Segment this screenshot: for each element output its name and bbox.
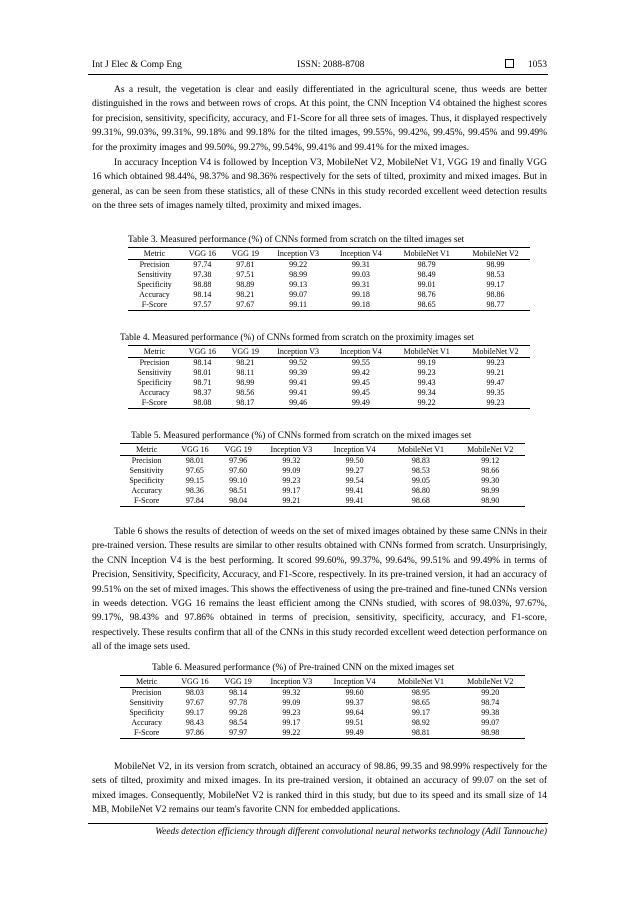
value-cell: 98.01 <box>185 456 204 465</box>
value-cell: 98.92 <box>411 718 430 727</box>
table-5 <box>120 443 525 507</box>
value-cell: 99.21 <box>486 368 505 377</box>
value-cell: 99.41 <box>289 388 308 397</box>
issn: ISSN: 2088-8708 <box>297 59 365 70</box>
table-row <box>120 496 525 507</box>
paragraph-2: In accuracy Inception V4 is followed by Inception V3, MobileNet V2, MobileNet V1, VGG 19 and finally VGG 16 which obtained 98.44%, 98.37% and 98.36% respectively for the sets of tilted, proximity and mixed images. But in general, as can be seen from these statistics, all of these CNNs in this study recorded excellent weed detection results on the three sets of images namely tilted, proximity and mixed images. <box>92 158 547 212</box>
value-cell: 99.32 <box>282 456 301 465</box>
value-cell: 97.78 <box>229 698 248 707</box>
metric-cell: Accuracy <box>131 718 162 727</box>
table-row <box>128 378 530 388</box>
value-cell: 99.54 <box>345 476 364 485</box>
table-row <box>128 300 530 311</box>
value-cell: 98.86 <box>486 290 505 299</box>
column-header: MobileNet V1 <box>386 444 455 456</box>
column-header: MobileNet V1 <box>392 248 461 260</box>
value-cell: 97.57 <box>181 300 224 311</box>
table-3 <box>128 247 530 311</box>
value-cell: 99.11 <box>267 300 330 311</box>
value-cell: 98.68 <box>386 496 455 507</box>
table-row <box>120 456 525 467</box>
table-6-caption: Table 6. Measured performance (%) of Pre-trained CNN on the mixed images set <box>152 663 455 673</box>
metric-cell: Accuracy <box>139 388 170 397</box>
value-cell: 98.21 <box>236 290 255 299</box>
value-cell: 99.32 <box>282 688 301 697</box>
value-cell: 99.42 <box>351 368 370 377</box>
metric-cell: Precision <box>131 688 162 697</box>
column-header: VGG 16 <box>181 248 224 260</box>
column-header: MobileNet V2 <box>461 248 530 260</box>
value-cell: 99.23 <box>461 398 530 409</box>
column-header: Inception V4 <box>329 346 392 358</box>
header-rule <box>88 74 548 75</box>
value-cell: 99.60 <box>345 688 364 697</box>
metric-cell: Sensitivity <box>137 270 172 279</box>
value-cell: 99.17 <box>486 280 505 289</box>
paragraph-4: MobileNet V2, in its version from scratch, obtained an accuracy of 98.86, 99.35 and 98.99% respectively for the sets of tilted, proximity and mixed images. In its pre-trained version, it obtained an accuracy of 99.07 on the set of mixed images. Consequently, MobileNet V2 is ranked third in this study, but due to its speed and its small size of 14 MB, MobileNet V2 remains our team's favorite CNN for embedded applications. <box>92 762 547 816</box>
value-cell: 98.65 <box>392 300 461 311</box>
value-cell: 99.23 <box>486 358 505 367</box>
value-cell: 97.60 <box>229 466 248 475</box>
value-cell: 98.01 <box>193 368 212 377</box>
value-cell: 99.41 <box>289 378 308 387</box>
value-cell: 99.34 <box>417 388 436 397</box>
value-cell: 99.28 <box>229 708 248 717</box>
column-header: Inception V4 <box>323 676 386 688</box>
column-header: VGG 19 <box>224 346 267 358</box>
paragraph-1: As a result, the vegetation is clear and easily differentiated in the agricultural scene, thus weeds are better distinguished in the rows and between rows of crops. At this point, the CNN Inception V4 obtained the highest scores for precision, sensitivity, specificity, accuracy, and F1-Score for all three sets of images. Thus, it displayed respectively 99.31%, 99.03%, 99.31%, 99.18% and 99.18% for the tilted images, 99.55%, 99.42%, 99.45%, 99.45% and 99.49% for the proximity images and 99.50%, 99.27%, 99.54%, 99.41% and 99.41% for the mixed images. <box>92 85 547 153</box>
table-row <box>120 718 525 728</box>
value-cell: 98.14 <box>229 688 248 697</box>
metric-cell: Sensitivity <box>129 698 164 707</box>
table-row <box>128 290 530 300</box>
column-header: MobileNet V2 <box>456 444 525 456</box>
value-cell: 99.22 <box>260 728 323 739</box>
value-cell: 98.80 <box>411 486 430 495</box>
value-cell: 99.64 <box>345 708 364 717</box>
value-cell: 99.51 <box>345 718 364 727</box>
column-header: MobileNet V1 <box>386 676 455 688</box>
running-header <box>92 57 547 73</box>
column-header: VGG 16 <box>181 346 224 358</box>
table-row <box>120 486 525 496</box>
column-header: Inception V3 <box>267 346 330 358</box>
value-cell: 98.79 <box>417 260 436 269</box>
value-cell: 99.17 <box>411 708 430 717</box>
column-header: VGG 16 <box>173 444 216 456</box>
value-cell: 97.67 <box>185 698 204 707</box>
value-cell: 98.49 <box>417 270 436 279</box>
journal-name: Int J Elec & Comp Eng <box>92 59 182 70</box>
column-header: MobileNet V1 <box>392 346 461 358</box>
value-cell: 99.07 <box>289 290 308 299</box>
value-cell: 98.17 <box>224 398 267 409</box>
column-header: Inception V3 <box>267 248 330 260</box>
value-cell: 99.41 <box>323 496 386 507</box>
column-header: VGG 19 <box>224 248 267 260</box>
table-row <box>128 368 530 378</box>
table-5-caption: Table 5. Measured performance (%) of CNNs formed from scratch on the mixed images set <box>131 431 472 441</box>
value-cell: 98.37 <box>193 388 212 397</box>
value-cell: 99.20 <box>481 688 500 697</box>
value-cell: 99.13 <box>289 280 308 289</box>
table-row <box>120 708 525 718</box>
metric-cell: F-Score <box>120 496 173 507</box>
value-cell: 97.38 <box>193 270 212 279</box>
value-cell: 98.54 <box>229 718 248 727</box>
table-row <box>128 260 530 271</box>
paragraph-3: Table 6 shows the results of detection of weeds on the set of mixed images obtained by these same CNNs in their pre-trained version. These results are similar to other results obtained with CNNs formed from scratch. Unsurprisingly, the CNN Inception V4 is the best performing. It scored 99.60%, 99.37%, 99.64%, 99.51% and 99.49% in terms of Precision, Sensitivity, Specificity, Accuracy, and F1-Score, respectively. In its pre-trained version, it had an accuracy of 99.51% on the set of mixed images. This shows the effectiveness of using the pre-trained and fine-tuned CNNs version in weeds detection. VGG 16 remains the least efficient among the CNNs studied, with scores of 98.03%, 97.67%, 99.17%, 98.43% and 97.86% obtained in terms of precision, sensitivity, specificity, accuracy, and F1-score, respectively. These results confirm that all of the CNNs in this study recorded excellent weed detection performance on all of the image sets used. <box>92 527 547 653</box>
column-header: VGG 16 <box>173 676 216 688</box>
value-cell: 98.14 <box>193 290 212 299</box>
value-cell: 99.15 <box>185 476 204 485</box>
value-cell: 98.77 <box>461 300 530 311</box>
value-cell: 97.67 <box>224 300 267 311</box>
value-cell: 98.76 <box>417 290 436 299</box>
running-footer: Weeds detection efficiency through different convolutional neural networks technology (Adil Tannouche) <box>155 827 547 837</box>
page-number: 1053 <box>527 59 547 70</box>
value-cell: 99.09 <box>282 698 301 707</box>
value-cell: 99.22 <box>392 398 461 409</box>
metric-cell: Specificity <box>129 476 164 485</box>
metric-cell: Specificity <box>137 280 172 289</box>
value-cell: 98.88 <box>193 280 212 289</box>
metric-cell: Sensitivity <box>137 368 172 377</box>
value-cell: 98.99 <box>481 486 500 495</box>
value-cell: 99.55 <box>351 358 370 367</box>
value-cell: 99.10 <box>229 476 248 485</box>
table-row <box>120 466 525 476</box>
page-number-group <box>505 59 547 70</box>
metric-cell: F-Score <box>120 728 173 739</box>
table-6 <box>120 675 525 739</box>
column-header: MobileNet V2 <box>456 676 525 688</box>
column-header: MobileNet V2 <box>461 346 530 358</box>
value-cell: 97.96 <box>229 456 248 465</box>
metric-cell: F-Score <box>128 398 181 409</box>
table-row <box>128 388 530 398</box>
value-cell: 97.84 <box>173 496 216 507</box>
value-cell: 98.90 <box>456 496 525 507</box>
table-row <box>120 698 525 708</box>
value-cell: 98.99 <box>236 378 255 387</box>
value-cell: 99.23 <box>282 476 301 485</box>
value-cell: 98.14 <box>193 358 212 367</box>
value-cell: 99.46 <box>267 398 330 409</box>
value-cell: 99.27 <box>345 466 364 475</box>
value-cell: 99.38 <box>481 708 500 717</box>
value-cell: 98.03 <box>185 688 204 697</box>
value-cell: 98.83 <box>411 456 430 465</box>
column-header: Inception V3 <box>260 676 323 688</box>
metric-cell: Accuracy <box>131 486 162 495</box>
value-cell: 99.19 <box>417 358 436 367</box>
value-cell: 99.52 <box>289 358 308 367</box>
metric-cell: Precision <box>139 358 170 367</box>
value-cell: 99.49 <box>329 398 392 409</box>
value-cell: 99.05 <box>411 476 430 485</box>
column-header: VGG 19 <box>217 676 260 688</box>
value-cell: 99.17 <box>282 486 301 495</box>
table-row <box>120 688 525 699</box>
value-cell: 99.21 <box>260 496 323 507</box>
value-cell: 99.49 <box>323 728 386 739</box>
value-cell: 99.01 <box>417 280 436 289</box>
value-cell: 97.51 <box>236 270 255 279</box>
value-cell: 98.08 <box>181 398 224 409</box>
value-cell: 97.97 <box>217 728 260 739</box>
column-header: VGG 19 <box>217 444 260 456</box>
square-box-icon <box>505 59 514 68</box>
value-cell: 98.11 <box>236 368 255 377</box>
value-cell: 98.65 <box>411 698 430 707</box>
metric-cell: Precision <box>131 456 162 465</box>
column-header: Inception V4 <box>329 248 392 260</box>
value-cell: 99.39 <box>289 368 308 377</box>
value-cell: 99.23 <box>417 368 436 377</box>
metric-cell: Accuracy <box>139 290 170 299</box>
metric-cell: Sensitivity <box>129 466 164 475</box>
value-cell: 99.23 <box>282 708 301 717</box>
metric-cell: Specificity <box>137 378 172 387</box>
value-cell: 98.95 <box>411 688 430 697</box>
value-cell: 99.17 <box>282 718 301 727</box>
value-cell: 98.74 <box>481 698 500 707</box>
column-header: Metric <box>128 248 181 260</box>
value-cell: 99.31 <box>351 280 370 289</box>
value-cell: 98.56 <box>236 388 255 397</box>
value-cell: 98.99 <box>289 270 308 279</box>
value-cell: 99.35 <box>486 388 505 397</box>
value-cell: 99.45 <box>351 388 370 397</box>
value-cell: 99.50 <box>345 456 364 465</box>
value-cell: 99.45 <box>351 378 370 387</box>
value-cell: 98.36 <box>185 486 204 495</box>
value-cell: 99.18 <box>351 290 370 299</box>
table-row <box>128 398 530 409</box>
value-cell: 99.41 <box>345 486 364 495</box>
value-cell: 98.99 <box>486 260 505 269</box>
value-cell: 99.31 <box>351 260 370 269</box>
table-row <box>120 476 525 486</box>
value-cell: 98.53 <box>411 466 430 475</box>
value-cell: 99.43 <box>417 378 436 387</box>
table-4 <box>128 345 530 409</box>
value-cell: 97.81 <box>236 260 255 269</box>
metric-cell: Specificity <box>129 708 164 717</box>
value-cell: 99.03 <box>351 270 370 279</box>
table-4-caption: Table 4. Measured performance (%) of CNNs formed from scratch on the proximity images set <box>120 333 474 343</box>
value-cell: 99.37 <box>345 698 364 707</box>
table-3-caption: Table 3. Measured performance (%) of CNNs formed from scratch on the tilted images set <box>128 235 465 245</box>
value-cell: 97.65 <box>185 466 204 475</box>
value-cell: 98.43 <box>185 718 204 727</box>
value-cell: 99.22 <box>289 260 308 269</box>
value-cell: 99.12 <box>481 456 500 465</box>
table-row <box>120 728 525 739</box>
column-header: Inception V4 <box>323 444 386 456</box>
footer-rule <box>88 823 548 824</box>
table-row <box>128 280 530 290</box>
value-cell: 97.86 <box>173 728 216 739</box>
value-cell: 98.66 <box>481 466 500 475</box>
value-cell: 98.89 <box>236 280 255 289</box>
column-header: Metric <box>120 444 173 456</box>
value-cell: 98.71 <box>193 378 212 387</box>
column-header: Metric <box>120 676 173 688</box>
value-cell: 99.17 <box>185 708 204 717</box>
column-header: Metric <box>128 346 181 358</box>
value-cell: 99.09 <box>282 466 301 475</box>
value-cell: 99.30 <box>481 476 500 485</box>
value-cell: 98.04 <box>217 496 260 507</box>
table-row <box>128 358 530 369</box>
column-header: Inception V3 <box>260 444 323 456</box>
value-cell: 97.74 <box>193 260 212 269</box>
value-cell: 98.51 <box>229 486 248 495</box>
value-cell: 98.53 <box>486 270 505 279</box>
value-cell: 98.98 <box>456 728 525 739</box>
value-cell: 99.18 <box>329 300 392 311</box>
value-cell: 99.07 <box>481 718 500 727</box>
table-row <box>128 270 530 280</box>
value-cell: 99.47 <box>486 378 505 387</box>
metric-cell: F-Score <box>128 300 181 311</box>
value-cell: 98.81 <box>386 728 455 739</box>
value-cell: 98.21 <box>236 358 255 367</box>
metric-cell: Precision <box>139 260 170 269</box>
